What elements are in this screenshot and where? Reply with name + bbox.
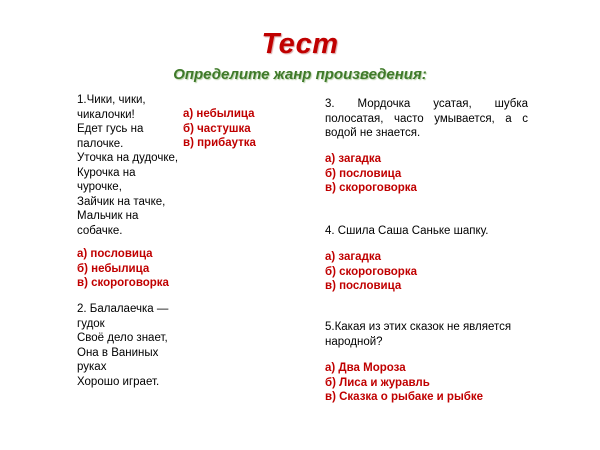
answer-option[interactable]: в) скороговорка [77,277,169,289]
question-text-line: собачке. [77,224,123,237]
question-text-line: Едет гусь на [77,123,144,135]
answer-option[interactable]: в) прибаутка [183,137,256,149]
question-text-line: Она в Ваниных [77,346,159,359]
question-3-text: 3. Мордочка усатая, шубка полосатая, часто умывается, а с водой не знается. [325,98,528,139]
question-text-line: Уточка на дудочке, [77,152,179,164]
question-5-options [325,361,483,405]
question-text-line: Зайчик на тачке, [77,195,166,208]
question-text-line: Курочка на [77,166,136,179]
question-4-text: 4. Сшила Саша Саньке шапку. [325,225,489,237]
question-text-line: Своё дело знает, [77,332,168,344]
answer-option[interactable]: а) пословица [77,248,153,260]
answer-option[interactable]: а) небылица [183,108,255,120]
question-text-line: 2. Балалаечка — [77,303,169,315]
answer-option[interactable]: в) Сказка о рыбаке и рыбке [325,391,484,403]
question-text-line: чурочке, [77,181,122,193]
question-text-line: Мальчик на [77,210,139,222]
question-1-side-options [183,107,256,151]
question-text-line: чикалочки! [77,108,135,121]
answer-option[interactable]: а) загадка [325,153,382,165]
question-4-options [325,250,417,294]
page-subtitle: Определите жанр произведения: [173,66,427,83]
question-text-line: гудок [77,317,105,330]
answer-option[interactable]: б) Лиса и журавль [325,376,430,389]
answer-option[interactable]: б) пословица [325,167,402,180]
answer-option[interactable]: б) скороговорка [325,265,417,278]
page-title: Тест [261,28,339,60]
question-2-text [77,302,168,389]
question-text-line: палочке. [77,137,124,150]
answer-option[interactable]: а) Два Мороза [325,362,406,374]
question-3-options [325,152,417,196]
question-text-line: Хорошо играет. [77,375,160,388]
question-1-text [77,93,178,238]
question-text-line: 1.Чики, чики, [77,94,146,106]
answer-option[interactable]: в) пословица [325,280,402,292]
question-5-text: 5.Какая из этих сказок не является народной? [325,321,512,348]
question-1-options [77,247,169,291]
question-text-line: руках [77,361,107,373]
answer-option[interactable]: в) скороговорка [325,182,417,194]
answer-option[interactable]: б) частушка [183,122,251,135]
answer-option[interactable]: а) загадка [325,251,382,263]
answer-option[interactable]: б) небылица [77,262,150,275]
